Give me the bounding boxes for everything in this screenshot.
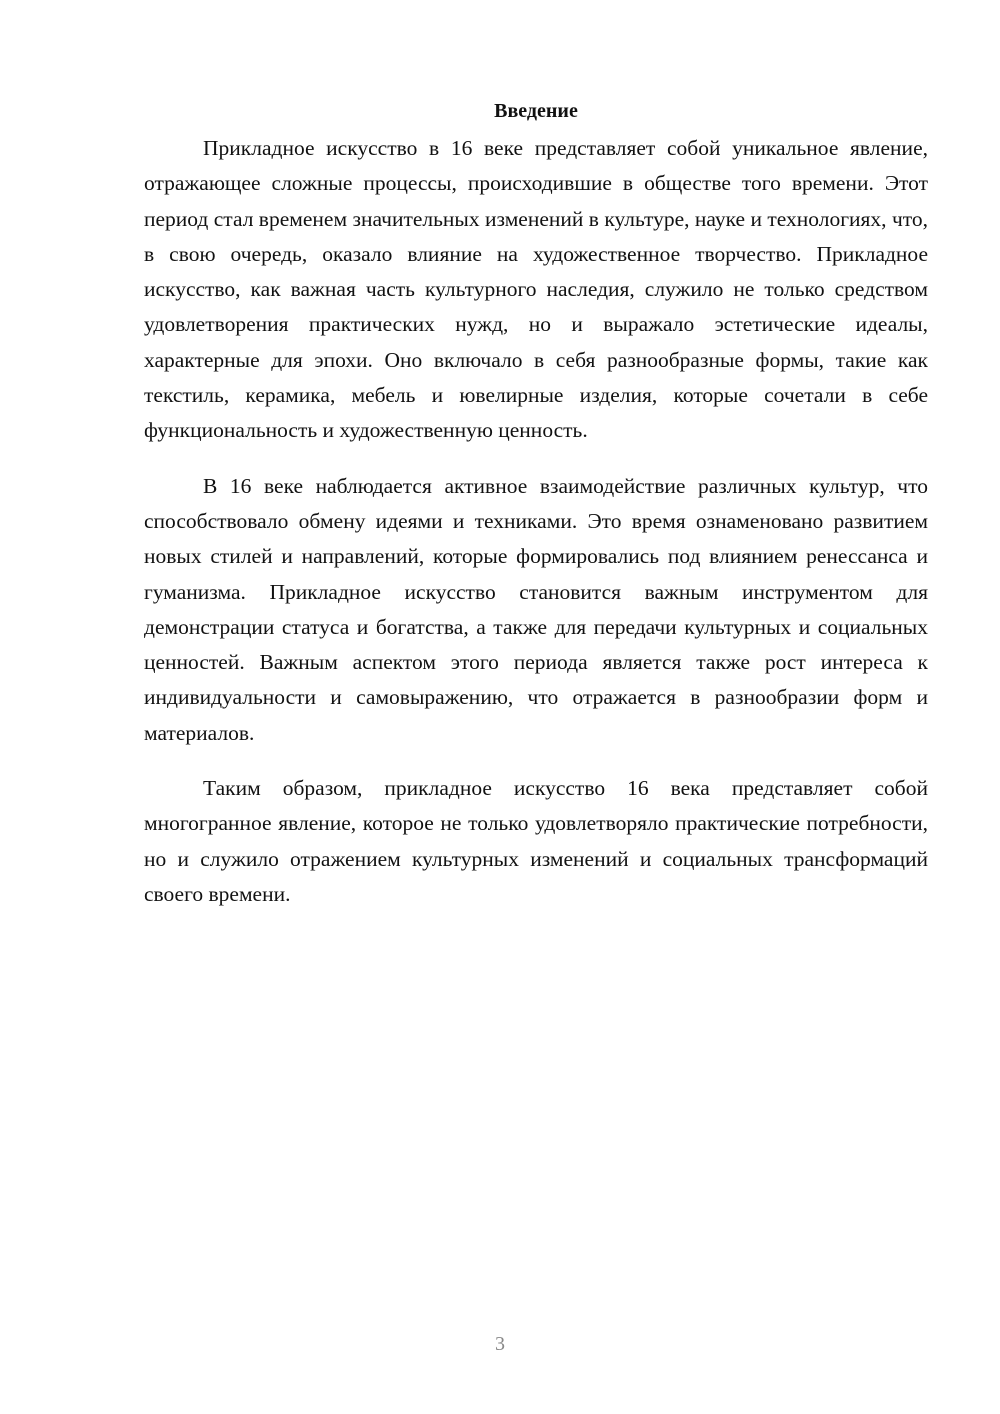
paragraph-1: Прикладное искусство в 16 веке представляет собой уникальное явление, отражающее сложные процессы, происходившие в обществе того времени. Этот период стал временем значительных изменений в культуре, науке и технологиях, что, в свою очередь, оказало влияние на художественное творчество. Прикладное искусство, как важная часть культурного наследия, служило не только средством удовлетворения практических нужд, но и выражало эстетические идеалы, характерные для эпохи. Оно включало в себя разнообразные формы, такие как текстиль, керамика, мебель и ювелирные изделия, которые сочетали в себе функциональность и художественную ценность. xyxy=(144,136,928,443)
paragraph-3: Таким образом, прикладное искусство 16 века представляет собой многогранное явление, которое не только удовлетворяло практические потребности, но и служило отражением культурных изменений и социальных трансформаций своего времени. xyxy=(144,776,928,906)
section-title: Введение xyxy=(494,100,578,122)
page-number: 3 xyxy=(495,1333,505,1355)
page-content xyxy=(144,96,928,932)
paragraph-2: В 16 веке наблюдается активное взаимодействие различных культур, что способствовало обмену идеями и техниками. Это время ознаменовано развитием новых стилей и направлений, которые формировались под влиянием ренессанса и гуманизма. Прикладное искусство становится важным инструментом для демонстрации статуса и богатства, а также для передачи культурных и социальных ценностей. Важным аспектом этого периода является также рост интереса к индивидуальности и самовыражению, что отражается в разнообразии форм и материалов. xyxy=(144,473,928,745)
